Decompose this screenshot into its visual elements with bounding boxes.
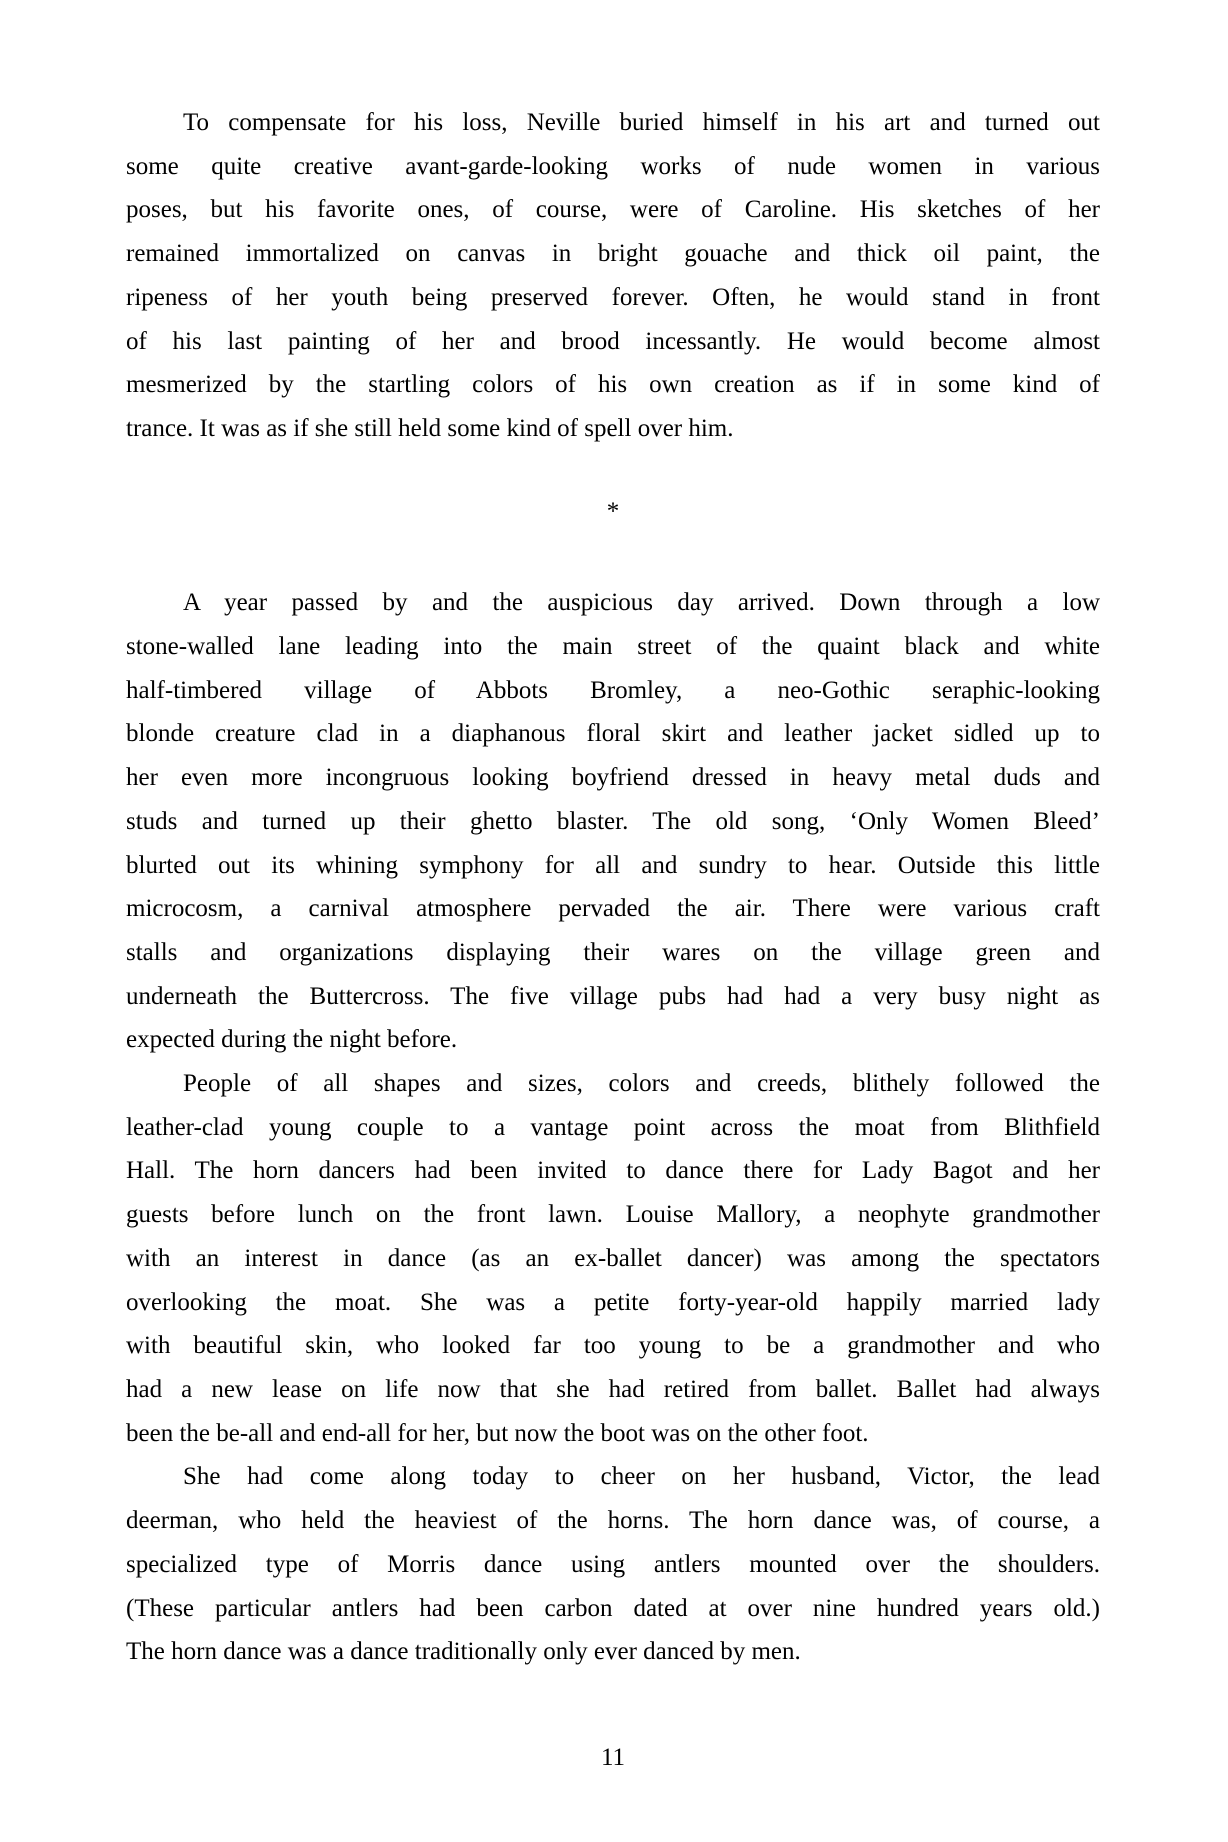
body-text-line: poses, but his favorite ones, of course, were of Caroline. His sketches of her xyxy=(126,196,1100,224)
body-text-line: half-timbered village of Abbots Bromley, a neo-Gothic seraphic-looking xyxy=(126,676,1100,704)
body-text-line: To compensate for his loss, Neville buried himself in his art and turned out xyxy=(183,109,1100,136)
paragraph-group-1 xyxy=(126,101,1100,451)
paragraph-group-2 xyxy=(126,581,1100,1674)
body-text-line: blonde creature clad in a diaphanous floral skirt and leather jacket sidled up to xyxy=(126,720,1100,748)
body-text-line: microcosm, a carnival atmosphere pervaded the air. There were various craft xyxy=(126,895,1100,923)
body-text-line: stone-walled lane leading into the main street of the quaint black and white xyxy=(126,633,1100,661)
body-text-line: studs and turned up their ghetto blaster. The old song, ‘Only Women Bleed’ xyxy=(126,807,1100,835)
body-text-line: ripeness of her youth being preserved forever. Often, he would stand in front xyxy=(126,283,1100,311)
paragraph xyxy=(126,101,1100,451)
body-text-line: remained immortalized on canvas in bright gouache and thick oil paint, the xyxy=(126,240,1100,268)
body-text-line: had a new lease on life now that she had retired from ballet. Ballet had always xyxy=(126,1375,1100,1403)
body-text-line: expected during the night before. xyxy=(126,1026,458,1054)
body-text-line: underneath the Buttercross. The five village pubs had had a very busy night as xyxy=(126,982,1100,1010)
section-separator: * xyxy=(606,497,620,525)
body-text-line: deerman, who held the heaviest of the horns. The horn dance was, of course, a xyxy=(126,1507,1100,1535)
body-text-line: (These particular antlers had been carbon dated at over nine hundred years old.) xyxy=(126,1594,1100,1622)
body-text-line: overlooking the moat. She was a petite forty-year-old happily married lady xyxy=(126,1288,1100,1316)
body-text-line: specialized type of Morris dance using antlers mounted over the shoulders. xyxy=(126,1550,1100,1578)
body-text-line: been the be-all and end-all for her, but now the boot was on the other foot. xyxy=(126,1419,869,1447)
body-text-line: leather-clad young couple to a vantage point across the moat from Blithfield xyxy=(126,1113,1100,1141)
body-text-line: trance. It was as if she still held some kind of spell over him. xyxy=(126,414,734,442)
body-text-line: with beautiful skin, who looked far too young to be a grandmother and who xyxy=(126,1332,1100,1360)
body-text-line: People of all shapes and sizes, colors and creeds, blithely followed the xyxy=(183,1070,1100,1098)
paragraph xyxy=(126,1062,1100,1455)
body-text-line: A year passed by and the auspicious day arrived. Down through a low xyxy=(183,589,1100,617)
body-text-line: her even more incongruous looking boyfriend dressed in heavy metal duds and xyxy=(126,764,1100,792)
body-text-line: with an interest in dance (as an ex-ballet dancer) was among the spectators xyxy=(126,1244,1100,1272)
body-text-line: mesmerized by the startling colors of his own creation as if in some kind of xyxy=(126,371,1100,399)
paragraph xyxy=(126,1455,1100,1674)
body-text-line: blurted out its whining symphony for all and sundry to hear. Outside this little xyxy=(126,851,1100,879)
body-text-line: stalls and organizations displaying their wares on the village green and xyxy=(126,938,1100,966)
paragraph xyxy=(126,581,1100,1062)
body-text-line: She had come along today to cheer on her husband, Victor, the lead xyxy=(183,1463,1100,1491)
body-text-line: some quite creative avant-garde-looking works of nude women in various xyxy=(126,152,1100,180)
page-number: 11 xyxy=(600,1744,626,1771)
body-text-line: The horn dance was a dance traditionally only ever danced by men. xyxy=(126,1638,801,1666)
page-text-block xyxy=(126,101,1100,1674)
body-text-line: guests before lunch on the front lawn. Louise Mallory, a neophyte grandmother xyxy=(126,1201,1100,1229)
body-text-line: Hall. The horn dancers had been invited to dance there for Lady Bagot and her xyxy=(126,1157,1100,1185)
body-text-line: of his last painting of her and brood incessantly. He would become almost xyxy=(126,327,1100,355)
